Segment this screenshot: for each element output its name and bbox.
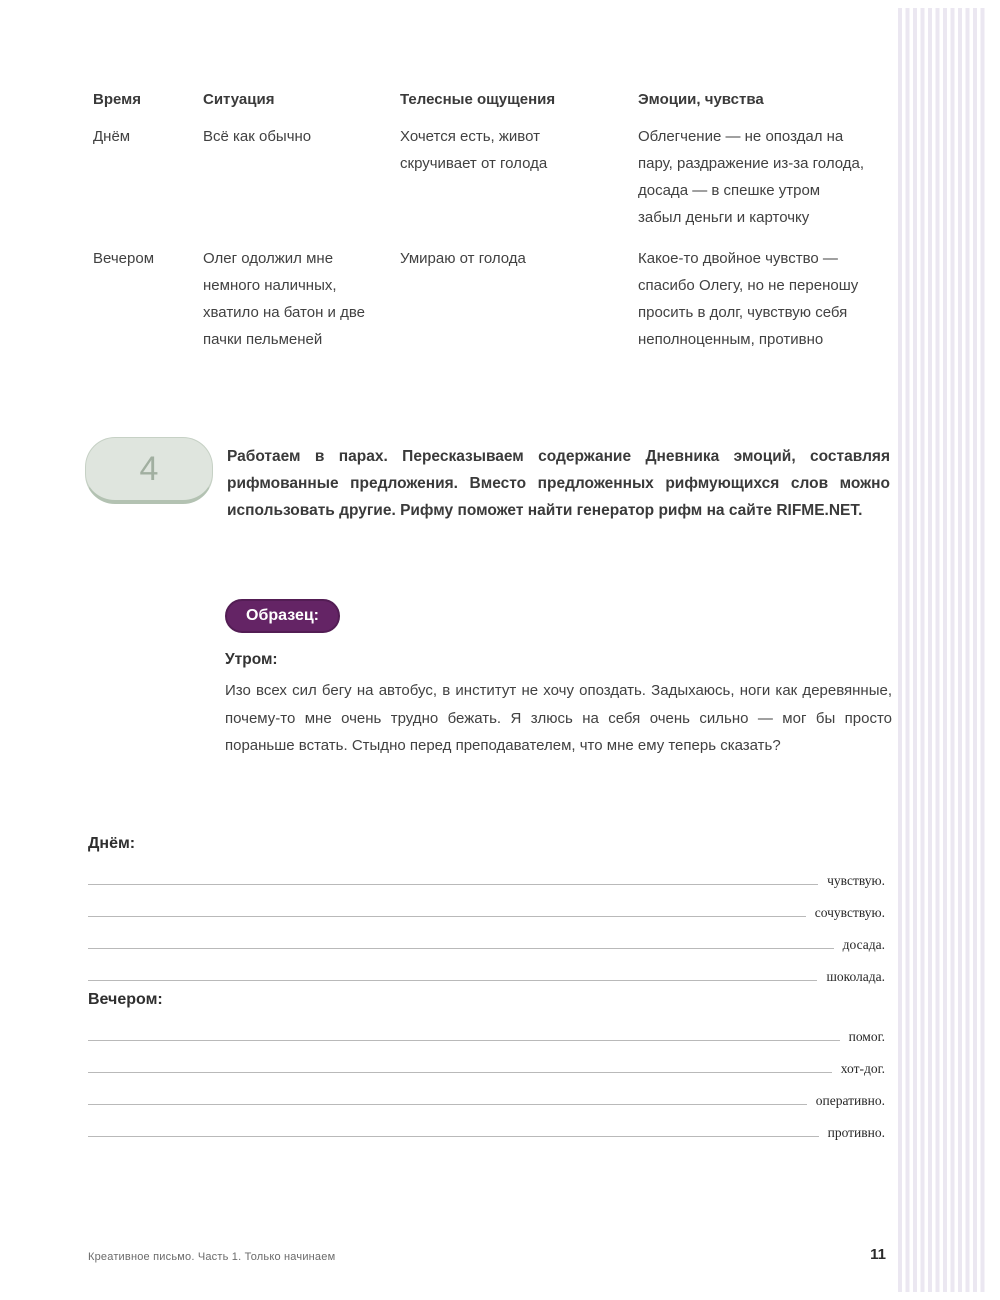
sample-text: Изо всех сил бегу на автобус, в институт не хочу опоздать. Задыхаюсь, ноги как деревянные, почему-то мне очень трудно бежать. Я злюсь на себя очень сильно — мог бы просто пораньше встать. Стыдно перед преподавателем, что мне ему теперь сказать?	[225, 682, 892, 754]
table-cell: Облегчение — не опоздал на пару, раздражение из-за голода, досада — в спешке утром забыл деньги и карточку	[638, 128, 865, 226]
table-cell: Хочется есть, живот скручивает от голода	[400, 128, 548, 172]
column-header: Ситуация	[203, 91, 275, 108]
write-section-heading: Вечером:	[88, 991, 163, 1008]
writing-line-row	[88, 1014, 885, 1046]
writing-section-evening	[88, 991, 885, 1142]
ruled-blank-line	[88, 948, 834, 949]
decorative-stripe-band	[898, 8, 986, 1292]
table-cell: Олег одолжил мне немного наличных, хватило на батон и две пачки пельменей	[203, 250, 365, 348]
column-header: Время	[93, 91, 141, 108]
table-cell: Днём	[93, 128, 131, 145]
writing-line-row	[88, 954, 885, 986]
ruled-blank-line	[88, 980, 817, 981]
ruled-blank-line	[88, 1040, 840, 1041]
ruled-blank-line	[88, 1072, 832, 1073]
writing-line-row	[88, 1110, 885, 1142]
task-instruction: Работаем в парах. Пересказываем содержание Дневника эмоций, составляя рифмованные предложения. Вместо предложенных рифмующихся слов можно использовать другие. Рифму поможет найти генератор рифм на сайте RIFME.NET.	[227, 448, 890, 519]
footer-book-title: Креативное письмо. Часть 1. Только начинаем	[88, 1251, 336, 1263]
rhyme-word: чувствую.	[827, 873, 885, 888]
table-row	[93, 245, 893, 353]
page-number: 11	[870, 1246, 886, 1263]
rhyme-word: хот-дог.	[840, 1061, 885, 1076]
table-cell: Вечером	[93, 250, 155, 267]
table-header-row	[93, 90, 893, 110]
column-header: Телесные ощущения	[400, 91, 556, 108]
writing-line-row	[88, 890, 885, 922]
ruled-blank-line	[88, 916, 806, 917]
table-cell: Какое-то двойное чувство — спасибо Олегу, но не переношу просить в долг, чувствую себя неполноценным, противно	[638, 250, 859, 348]
writing-line-row	[88, 1046, 885, 1078]
writing-section-day	[88, 835, 885, 986]
task-number: 4	[139, 449, 159, 488]
rhyme-word: шоколада.	[826, 969, 885, 984]
task-block	[85, 437, 890, 524]
ruled-blank-line	[88, 1104, 807, 1105]
rhyme-word: противно.	[827, 1125, 885, 1140]
sample-badge: Образец:	[225, 599, 340, 633]
ruled-blank-line	[88, 1136, 819, 1137]
emotion-diary-table	[93, 90, 893, 367]
rhyme-word: досада.	[842, 937, 885, 952]
table-cell: Всё как обычно	[203, 128, 312, 145]
rhyme-word: сочувствую.	[814, 905, 885, 920]
ruled-blank-line	[88, 884, 818, 885]
writing-line-row	[88, 922, 885, 954]
column-header: Эмоции, чувства	[638, 91, 764, 108]
table-cell: Умираю от голода	[400, 250, 526, 267]
writing-line-row	[88, 1078, 885, 1110]
writing-line-row	[88, 858, 885, 890]
write-section-heading: Днём:	[88, 835, 136, 852]
table-row	[93, 123, 893, 231]
sample-heading: Утром:	[225, 651, 278, 668]
rhyme-word: помог.	[848, 1029, 885, 1044]
task-number-badge	[85, 437, 213, 504]
rhyme-word: оперативно.	[815, 1093, 885, 1108]
